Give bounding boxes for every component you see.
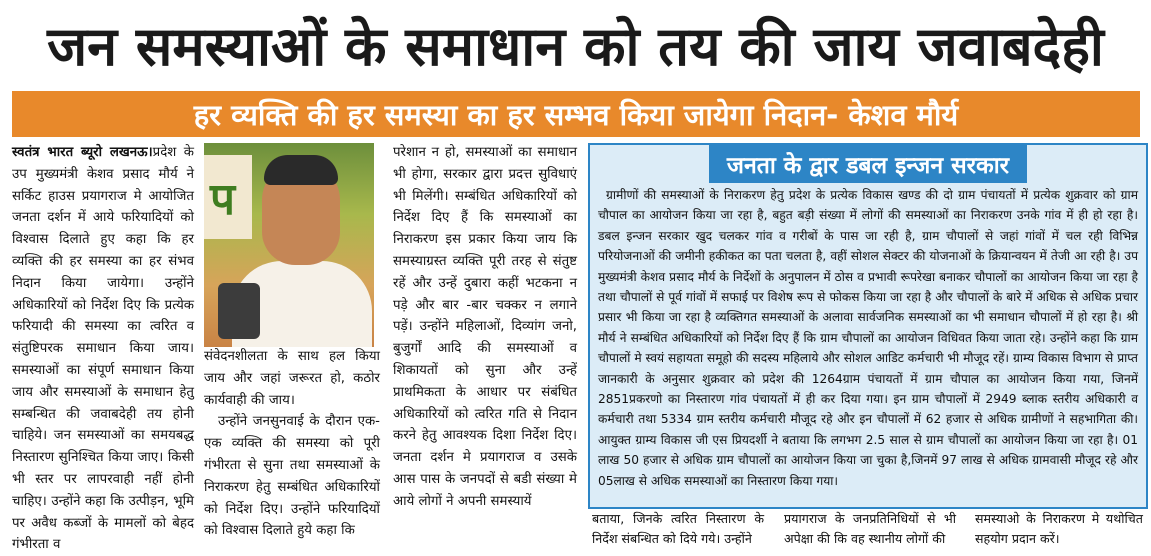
microphone-icon (218, 283, 260, 339)
background-poster (204, 155, 252, 239)
article-column-2 (204, 346, 380, 542)
photo-keshav-maurya (204, 143, 374, 347)
sidebar-title: जनता के द्वार डबल इन्जन सरकार (709, 145, 1027, 183)
bottom-column-3: समस्याओ के निराकरण मे यथोचित सहयोग प्रदान करें। (975, 511, 1143, 546)
headline: जन समस्याओं के समाधान को तय की जाय जवाबदेही (47, 15, 1104, 78)
column-1-text: प्रदेश के उप मुख्यमंत्री केशव प्रसाद मौर्य ने सर्किट हाउस प्रयागराज मे आयोजित जनता दर्शन में आये फरियादियों को विश्वास दिलाते हुए कहा कि हर व्यक्ति की हर समस्या का हर संभव निदान किया जायेगा। उन्होंने अधिकारियों को निर्देश दिए कि प्रत्येक फरियादी की समस्या का त्वरित व संतुष्टिपरक समाधान किया जाय। समस्याओं का संपूर्ण समाधान किया जाय और समस्याओं के समाधान हेतु सम्बन्धित की जवाबदेही तय होनी चाहिये। जन समस्याओं का समयबद्ध निस्तारण सुनिश्चित किया जाए। किसी भी स्तर पर लापरवाही नहीं होनी चाहिए। उन्होंने कहा कि उत्पीड़न, भूमि पर अवैध कब्जों के मामलों को बेहद गंभीरता व (12, 145, 195, 553)
sidebar-box (588, 143, 1148, 509)
column-2-text-1: संवेदनशीलता के साथ हल किया जाय और जहां जरूरत हो, कठोर कार्यवाही की जाय। (204, 349, 380, 408)
column-3-text: परेशान न हो, समस्याओं का समाधान भी होगा, सरकार द्वारा प्रदत्त सुविधाएं भी मिलेंगी। सम्बंधित अधिकारियों को निर्देश दिए हैं कि समस्याओं का निराकरण इस प्रकार किया जाय कि समस्याग्रस्त व्यक्ति पूरी तरह से संतुष्ट रहें और उन्हें दुबारा कहीं भटकना न पड़े और बार -बार चक्कर न लगाने पड़ें। उन्होंने महिलाओं, दिव्यांग जनो, बुजुर्गों आदि की समस्याओं व शिकायतों को सुना और उन्हें प्राथमिकता के आधार पर संबंधित अधिकारियों को त्वरित गति से निदान करने हेतु आवश्यक दिशा निर्देश दिए। जनता दर्शन मे प्रयागराज व उसके आस पास के जनपदों से बडी संख्या मे आये लोगों ने अपनी समस्यायें (393, 145, 577, 509)
sidebar-text: ग्रामीणों की समस्याओं के निराकरण हेतु प्रदेश के प्रत्येक विकास खण्ड की दो ग्राम पंचायतों में प्रत्येक शुक्रवार को ग्राम चौपाल का आयोजन किया जा रहा है, बहुत बड़ी संख्या में लोगों की समस्याओं का निराकरण उनके गांव में ही हो रहा है। डबल इन्जन सरकार खुद चलकर गांव व गरीबों के पास जा रही है, ग्राम चौपालों से जहां गांवों में चल रही विभिन्न परियोजनाओं की जमीनी हकीकत का पता चलता है, वहीं सोशल सेक्टर की योजनाओं के क्रियान्वयन में तेजी आ रही है। उप मुख्यमंत्री केशव प्रसाद मौर्य के निर्देशों के अनुपालन में ठोस व प्रभावी रूपरेखा बनाकर चौपालों का आयोजन किया जा रहा है तथा चौपालों से पूर्व गांवों में सफाई पर विशेष रूप से फोकस किया जा रहा है और चौपालों के बारे में अधिक से अधिक प्रचार प्रसार भी किया जा रहा है व्यक्तिगत समस्याओं के अलावा सार्वजनिक समस्याओं का भी समाधान चौपालों में हो रहा है। श्री मौर्य ने सम्बंधित अधिकारियों को निर्देश दिए हैं कि ग्राम चौपालों का आयोजन विधिवत किया जाता रहे। उन्होंने कहा कि ग्राम चौपालों मे स्वयं सहायता समूहो की सदस्य महिलाये और सोशल आडिट कर्मचारी भी मौजूद रहें। ग्राम्य विकास विभाग से प्राप्त जानकारी के अनुसार शुक्रवार को प्रदेश की 1264ग्राम पंचायतों में ग्राम चौपाल का आयोजन किया गया, जिनमें 2851प्रकरणो का निस्तारण गांव पंचायतों में ही कर दिया गया। इन ग्राम चौपालों में 2949 ब्लाक स्तरीय अधिकारी व कर्मचारी तथा 5334 ग्राम स्तरीय कर्मचारी मौजूद रहे और इन चौपालों में 62 हजार से अधिक ग्रामीणों ने सहभागिता की। आयुक्त ग्राम्य विकास जी एस प्रियदर्शी ने बताया कि लगभग 2.5 साल से ग्राम चौपालों का आयोजन किया जा रहा है। 01 लाख 50 हजार से अधिक ग्राम चौपालों का आयोजन किया जा चुका है,जिनमें 97 लाख से अधिक ग्रामवासी मौजूद रहे और 05लाख से अधिक समस्याओं का निस्तारण किया गया। (598, 188, 1138, 488)
bottom-column-2: प्रयागराज के जनप्रतिनिधियों से भी अपेक्षा की कि वह स्थानीय लोगों की (784, 511, 956, 546)
article-column-1 (12, 142, 194, 556)
column-2-text-2: उन्होंने जनसुनवाई के दौरान एक-एक व्यक्ति की समस्या को पूरी गंभीरता से सुना तथा समस्याओं के निराकरण हेतु सम्बंधित अधिकारियों को निर्देश दिए। उन्होंने फरियादियों को विश्वास दिलाते हुये कहा कि (204, 414, 380, 539)
dateline: स्वतंत्र भारत ब्यूरो लखनऊ। (12, 145, 153, 160)
sidebar-title-bar (590, 145, 1146, 183)
sidebar-text-block (598, 185, 1138, 491)
bottom-column-1: बताया, जिनके त्वरित निस्तारण के निर्देश संबन्धित को दिये गये। उन्होंने (592, 511, 764, 546)
subheadline: हर व्यक्ति की हर समस्या का हर सम्भव किया जायेगा निदान- केशव मौर्य (12, 91, 1140, 137)
article-column-3 (393, 142, 577, 513)
photo-hair (264, 155, 338, 185)
